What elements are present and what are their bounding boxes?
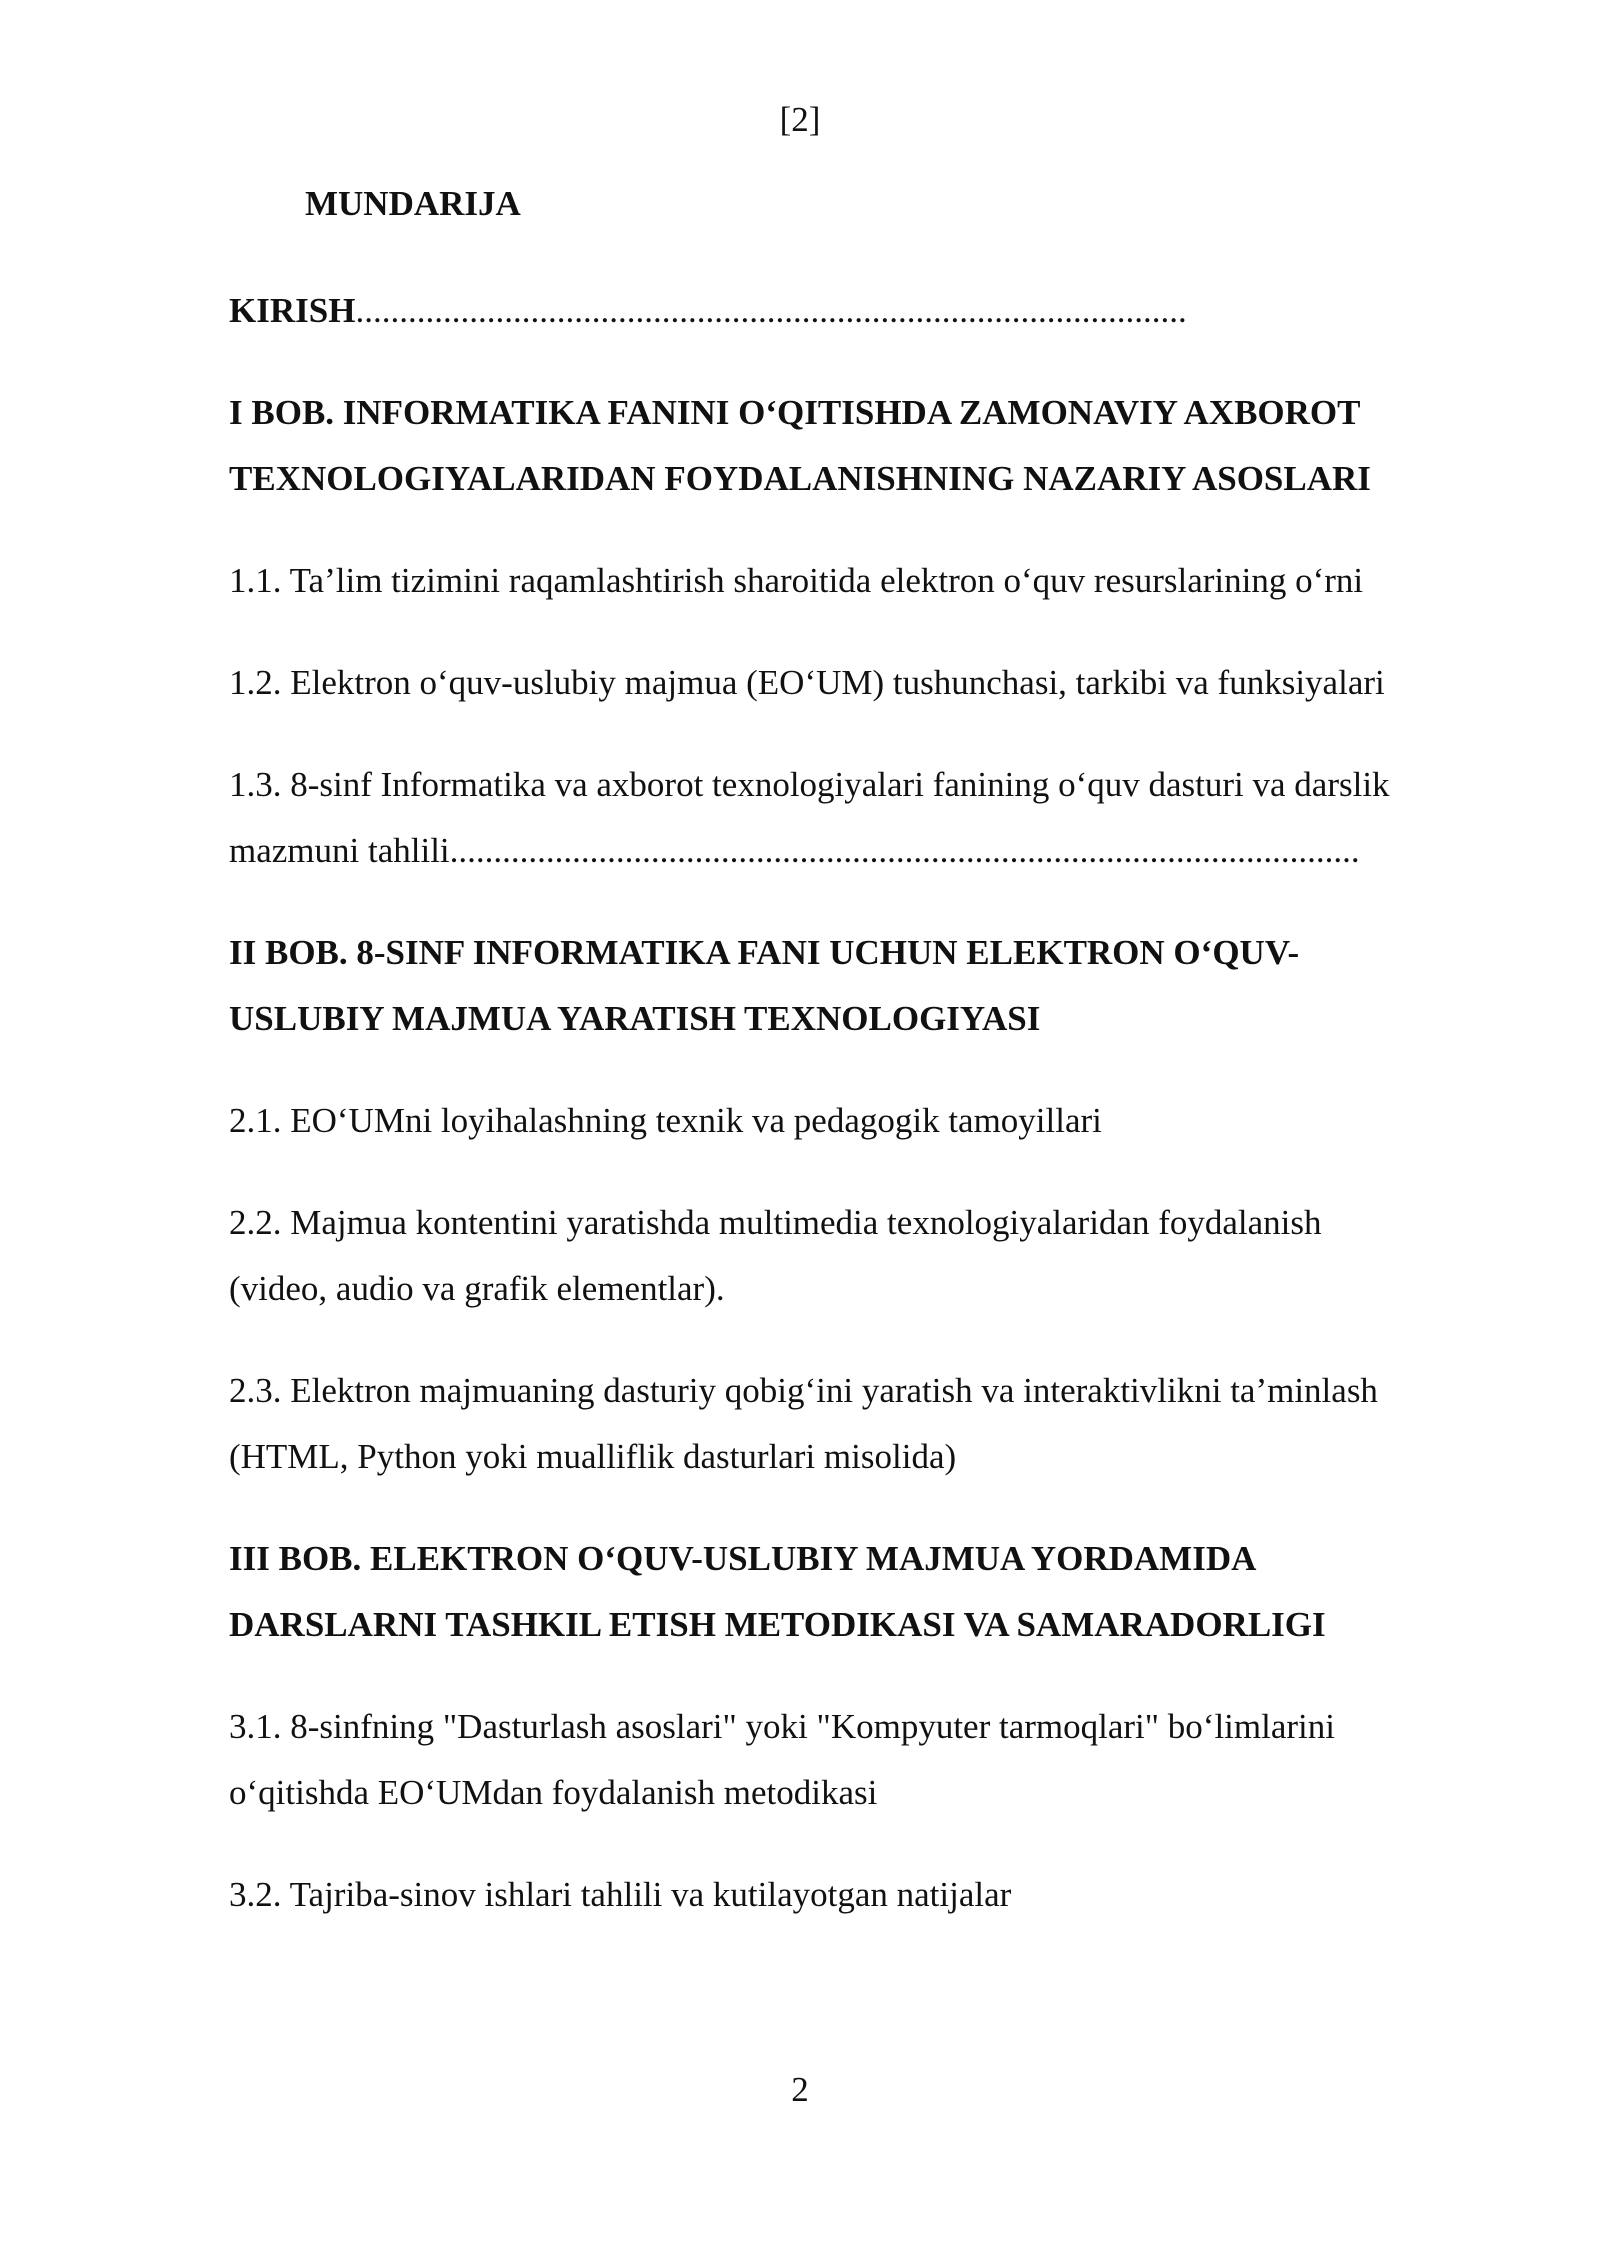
toc-section-1-1-text: 1.1. Ta’lim tizimini raqamlashtirish sharoitida elektron o‘quv resurslarining o‘rni bbox=[229, 561, 1364, 600]
toc-chapter-1-line-1: I BOB. INFORMATIKA FANINI O‘QITISHDA ZAMONAVIY AXBOROT bbox=[229, 393, 1361, 432]
toc-section-2-2 bbox=[229, 1190, 1519, 1322]
toc-section-2-1-text: 2.1. EO‘UMni loyihalashning texnik va pedagogik tamoyillari bbox=[229, 1101, 1102, 1140]
toc-section-2-2-line-1: 2.2. Majmua kontentini yaratishda multimedia texnologiyalaridan foydalanish bbox=[229, 1203, 1322, 1242]
toc-section-1-3-line-2: mazmuni tahlili........................................................................................................ bbox=[229, 831, 1360, 870]
table-of-contents bbox=[229, 180, 1519, 1964]
toc-title: MUNDARIJA bbox=[305, 184, 521, 223]
toc-chapter-3-line-1: III BOB. ELEKTRON O‘QUV-USLUBIY MAJMUA YORDAMIDA bbox=[229, 1539, 1257, 1578]
toc-entry-intro-leader: ............................................................................................... bbox=[355, 291, 1187, 330]
page-label: [2] bbox=[779, 100, 821, 139]
toc-section-2-2-line-2: (video, audio va grafik elementlar). bbox=[229, 1269, 725, 1308]
toc-entry-intro bbox=[229, 278, 1519, 344]
toc-section-1-3 bbox=[229, 752, 1519, 884]
toc-chapter-2-line-2: USLUBIY MAJMUA YARATISH TEXNOLOGIYASI bbox=[229, 999, 1041, 1038]
toc-section-2-3-line-1: 2.3. Elektron majmuaning dasturiy qobig‘ini yaratish va interaktivlikni ta’minlash bbox=[229, 1371, 1378, 1410]
toc-section-2-3 bbox=[229, 1358, 1519, 1490]
toc-section-1-3-line-1: 1.3. 8-sinf Informatika va axborot texnologiyalari fanining o‘quv dasturi va darslik bbox=[229, 765, 1390, 804]
page-number: 2 bbox=[791, 2070, 809, 2109]
toc-entry-intro-line bbox=[229, 278, 1519, 344]
toc-section-3-2-text: 3.2. Tajriba-sinov ishlari tahlili va kutilayotgan natijalar bbox=[229, 1875, 1012, 1914]
toc-section-1-1 bbox=[229, 548, 1519, 614]
toc-section-1-2-text: 1.2. Elektron o‘quv-uslubiy majmua (EO‘UM) tushunchasi, tarkibi va funksiyalari bbox=[229, 663, 1385, 702]
toc-section-3-2 bbox=[229, 1862, 1519, 1928]
toc-chapter-2 bbox=[229, 920, 1519, 1052]
toc-section-1-2 bbox=[229, 650, 1519, 716]
toc-chapter-1-line-2: TEXNOLOGIYALARIDAN FOYDALANISHNING NAZARIY ASOSLARI bbox=[229, 459, 1371, 498]
toc-chapter-3 bbox=[229, 1526, 1519, 1658]
toc-section-3-1-line-1: 3.1. 8-sinfning "Dasturlash asoslari" yoki "Kompyuter tarmoqlari" bo‘limlarini bbox=[229, 1707, 1335, 1746]
toc-section-2-3-line-2: (HTML, Python yoki mualliflik dasturlari misolida) bbox=[229, 1437, 957, 1476]
toc-chapter-2-line-1: II BOB. 8-SINF INFORMATIKA FANI UCHUN ELEKTRON O‘QUV- bbox=[229, 933, 1300, 972]
toc-section-2-1 bbox=[229, 1088, 1519, 1154]
toc-chapter-3-line-2: DARSLARNI TASHKIL ETISH METODIKASI VA SAMARADORLIGI bbox=[229, 1605, 1326, 1644]
toc-entry-intro-label: KIRISH bbox=[229, 291, 356, 330]
toc-section-3-1-line-2: o‘qitishda EO‘UMdan foydalanish metodikasi bbox=[229, 1773, 878, 1812]
toc-chapter-1 bbox=[229, 380, 1519, 512]
toc-section-3-1 bbox=[229, 1694, 1519, 1826]
